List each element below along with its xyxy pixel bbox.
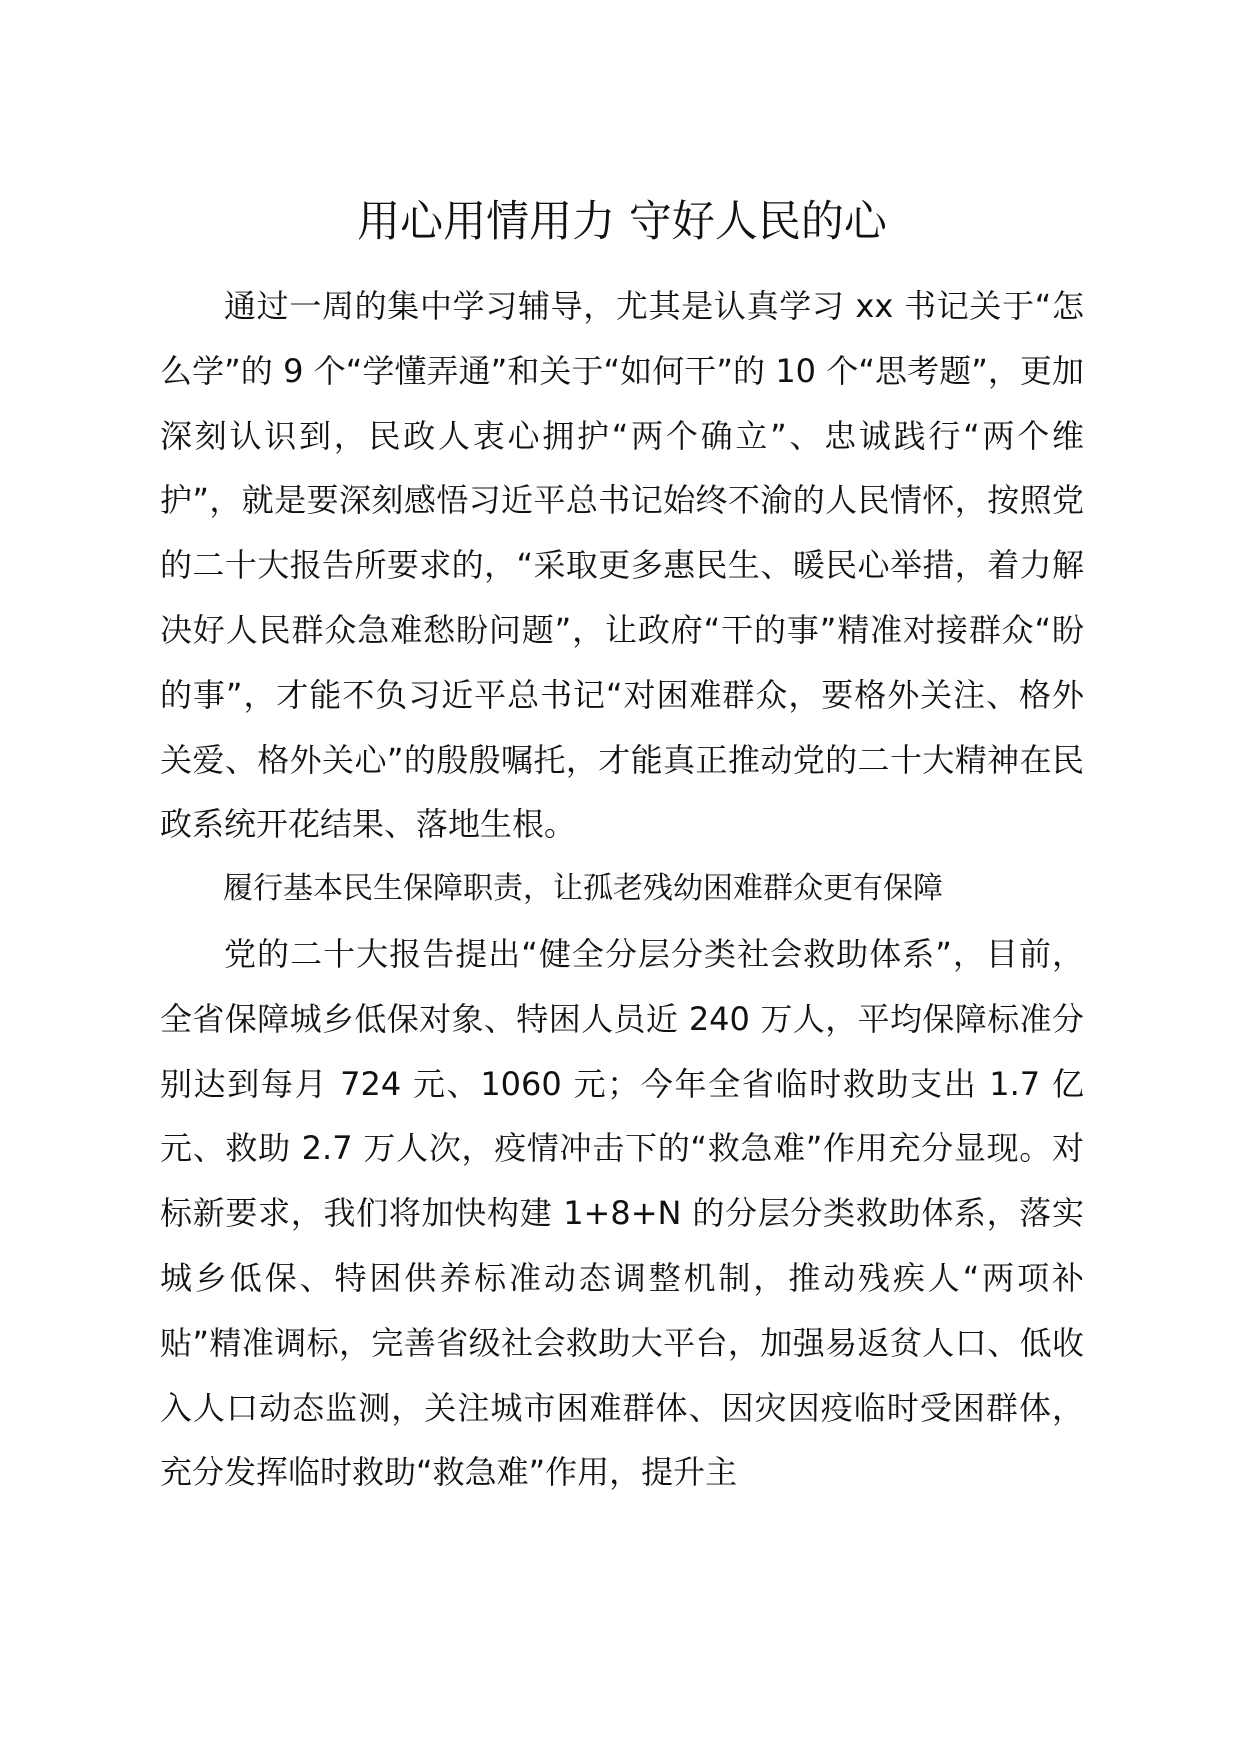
section-heading: 履行基本民生保障职责，让孤老残幼困难群众更有保障 <box>223 871 943 907</box>
document-page <box>160 190 1084 1505</box>
document-title: 用心用情用力 守好人民的心 <box>357 197 887 247</box>
paragraph-social-assistance: 党的二十大报告提出“健全分层分类社会救助体系”，目前，全省保障城乡低保对象、特困人员近 240 万人，平均保障标准分别达到每月 724 元、1060 元；今年全省临时救助支出 1.7 亿元、救助 2.7 万人次，疫情冲击下的“救急难”作用充分显现。对标新要求，我们将加快构建 1+8+N 的分层分类救助体系，落实城乡低保、特困供养标准动态调整机制，推动残疾人“两项补贴”精准调标，完善省级社会救助大平台，加强易返贫人口、低收入人口动态监测，关注城市困难群体、因灾因疫临时受困群体，充分发挥临时救助“救急难”作用，提升主 <box>160 934 1084 1492</box>
paragraph-intro: 通过一周的集中学习辅导，尤其是认真学习 xx 书记关于“怎么学”的 9 个“学懂弄通”和关于“如何干”的 10 个“思考题”，更加深刻认识到，民政人衷心拥护“两个确立”、忠诚践行“两个维护”，就是要深刻感悟习近平总书记始终不渝的人民情怀，按照党的二十大报告所要求的，“采取更多惠民生、暖民心举措，着力解决好人民群众急难愁盼问题”，让政府“干的事”精准对接群众“盼的事”，才能不负习近平总书记“对困难群众，要格外关注、格外关爱、格外关心”的殷殷嘱托，才能真正推动党的二十大精神在民政系统开花结果、落地生根。 <box>160 287 1084 844</box>
